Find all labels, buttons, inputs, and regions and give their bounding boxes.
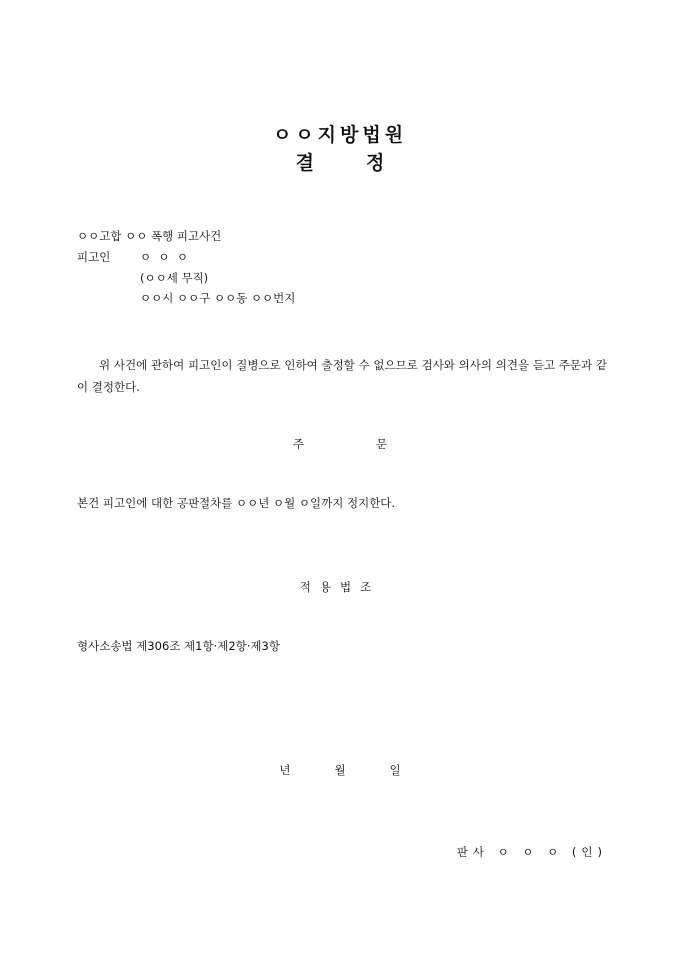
- court-name: ㅇㅇ지방법원: [272, 124, 408, 146]
- reason-paragraph: 위 사건에 관하여 피고인이 질병으로 인하여 출정할 수 없으므로 검사와 의사의 의견을 듣고 주문과 같이 결정한다.: [77, 358, 607, 394]
- defendant-address: ㅇㅇ시 ㅇㅇ구 ㅇㅇ동 ㅇㅇ번지: [140, 291, 296, 305]
- title-left: 결: [295, 152, 314, 174]
- applicable-law-heading: 적용법조: [299, 580, 381, 594]
- date-year: 년: [279, 763, 291, 777]
- order-heading: [0, 439, 680, 451]
- document-title: [0, 154, 680, 173]
- applicable-law-text: 형사소송법 제306조 제1항·제2항·제3항: [77, 639, 280, 653]
- defendant-name: ㅇ ㅇ ㅇ: [140, 250, 188, 264]
- date-month: 월: [334, 763, 346, 777]
- judge-signature: 판사 ㅇ ㅇ ㅇ (인): [456, 845, 607, 859]
- decision-date: [0, 765, 680, 777]
- defendant-info: (ㅇㅇ세 무직): [140, 271, 209, 285]
- defendant-label: 피고인: [77, 250, 111, 264]
- order-heading-right: 문: [376, 437, 388, 451]
- order-heading-left: 주: [292, 437, 304, 451]
- case-line: ㅇㅇ고합 ㅇㅇ 폭행 피고사건: [77, 229, 222, 243]
- date-day: 일: [389, 763, 401, 777]
- order-text: 본건 피고인에 대한 공판절차를 ㅇㅇ년 ㅇ월 ㅇ일까지 정지한다.: [77, 496, 396, 510]
- title-right: 정: [366, 152, 385, 174]
